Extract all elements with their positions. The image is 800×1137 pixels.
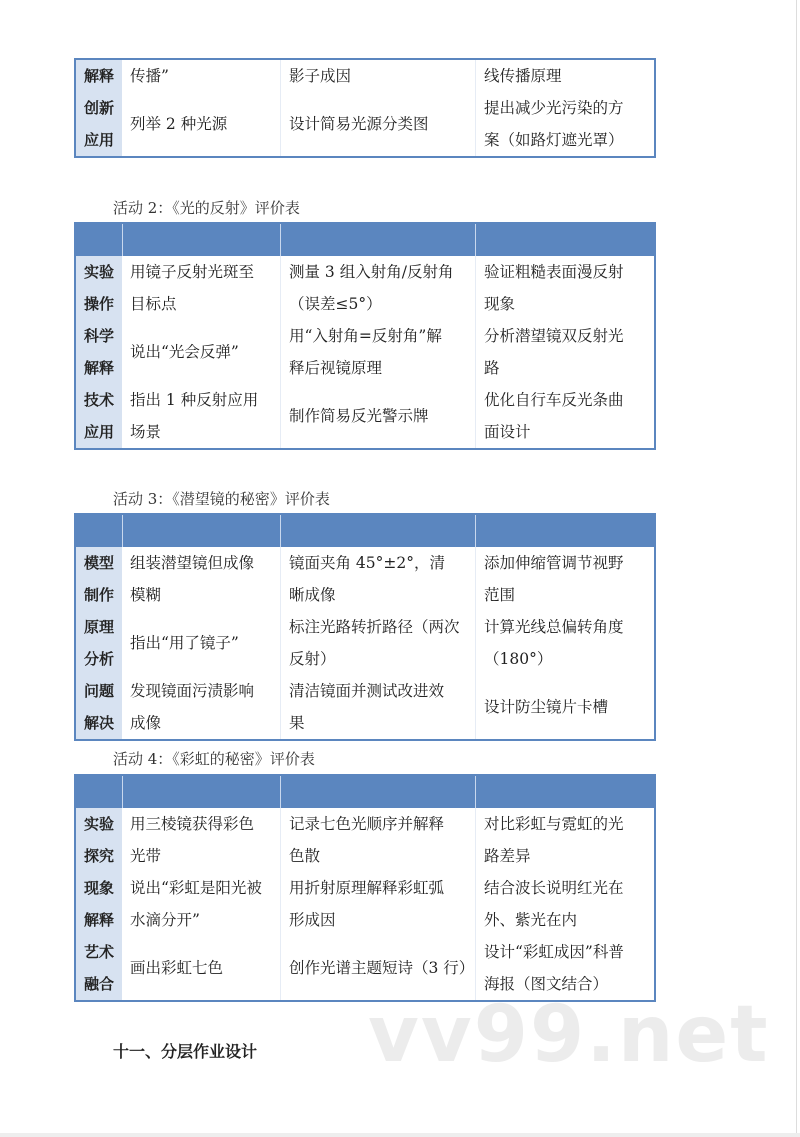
activity2-eval-table bbox=[74, 222, 656, 450]
basic-level-cell: 说出“彩虹是阳光被 水滴分开” bbox=[130, 879, 262, 929]
basic-level-cell: 列举 2 种光源 bbox=[130, 115, 228, 133]
basic-level-cell: 说出“光会反弹” bbox=[130, 343, 239, 361]
basic-level-cell: 发现镜面污渍影响 成像 bbox=[130, 682, 255, 732]
row-label: 模型 制作 bbox=[75, 547, 122, 611]
table-row bbox=[75, 320, 655, 384]
table-row bbox=[75, 675, 655, 740]
table-row bbox=[75, 872, 655, 936]
basic-level-cell: 指出“用了镜子” bbox=[130, 634, 239, 652]
row-label: 问题 解决 bbox=[75, 675, 122, 740]
row-label: 现象 解释 bbox=[75, 872, 122, 936]
table-row bbox=[75, 92, 655, 157]
intermediate-level-cell: 设计简易光源分类图 bbox=[281, 92, 476, 157]
advanced-level-cell: 提出减少光污染的方 案（如路灯遮光罩） bbox=[476, 92, 656, 157]
activity2-caption: 活动 2：《光的反射》评价表 bbox=[113, 199, 300, 217]
intermediate-level-cell: 用“入射角=反射角”解 释后视镜原理 bbox=[281, 320, 476, 384]
table-header-row bbox=[75, 775, 655, 808]
activity4-caption: 活动 4：《彩虹的秘密》评价表 bbox=[113, 750, 315, 768]
activity3-eval-table bbox=[74, 513, 656, 741]
activity4-eval-table bbox=[74, 774, 656, 1002]
intermediate-level-cell: 制作简易反光警示牌 bbox=[281, 384, 476, 449]
activity1-eval-table-continued bbox=[74, 58, 656, 158]
advanced-level-cell: 对比彩虹与霓虹的光 路差异 bbox=[476, 808, 656, 872]
activity3-caption: 活动 3：《潜望镜的秘密》评价表 bbox=[113, 490, 330, 508]
site-watermark: vv99.net bbox=[368, 990, 770, 1080]
basic-level-cell: 指出 1 种反射应用 场景 bbox=[130, 391, 259, 441]
table-row bbox=[75, 611, 655, 675]
basic-level-cell: 用三棱镜获得彩色 光带 bbox=[130, 815, 255, 865]
table-row bbox=[75, 384, 655, 449]
row-label: 实验 操作 bbox=[75, 256, 122, 320]
row-label: 实验 探究 bbox=[75, 808, 122, 872]
table-header-row bbox=[75, 223, 655, 256]
basic-level-cell: 用镜子反射光斑至 目标点 bbox=[130, 263, 255, 313]
row-label: 原理 分析 bbox=[75, 611, 122, 675]
advanced-level-cell: 设计防尘镜片卡槽 bbox=[476, 675, 656, 740]
intermediate-level-cell: 记录七色光顺序并解释 色散 bbox=[281, 808, 476, 872]
row-label: 艺术 融合 bbox=[75, 936, 122, 1001]
advanced-level-cell: 优化自行车反光条曲 面设计 bbox=[476, 384, 656, 449]
intermediate-level-cell: 创作光谱主题短诗（3 行） bbox=[281, 936, 476, 1001]
intermediate-level-cell: 镜面夹角 45°±2°，清 晰成像 bbox=[281, 547, 476, 611]
row-label: 解释 bbox=[75, 59, 122, 92]
table-row bbox=[75, 547, 655, 611]
intermediate-level-cell: 用折射原理解释彩虹弧 形成因 bbox=[281, 872, 476, 936]
advanced-level-cell: 分析潜望镜双反射光 路 bbox=[476, 320, 656, 384]
row-label: 创新 应用 bbox=[75, 92, 122, 157]
table-header-row bbox=[75, 514, 655, 547]
section-heading: 十一、分层作业设计 bbox=[113, 1042, 258, 1061]
advanced-level-cell: 添加伸缩管调节视野 范围 bbox=[476, 547, 656, 611]
advanced-level-cell: 结合波长说明红光在 外、紫光在内 bbox=[476, 872, 656, 936]
table-row bbox=[75, 256, 655, 320]
page-bottom-edge bbox=[0, 1133, 800, 1137]
basic-level-cell: 传播” bbox=[130, 67, 169, 85]
row-label: 技术 应用 bbox=[75, 384, 122, 449]
basic-level-cell: 画出彩虹七色 bbox=[130, 959, 224, 977]
intermediate-level-cell: 测量 3 组入射角/反射角 （误差≤5°） bbox=[281, 256, 476, 320]
advanced-level-cell: 计算光线总偏转角度 （180°） bbox=[476, 611, 656, 675]
intermediate-level-cell: 清洁镜面并测试改进效 果 bbox=[281, 675, 476, 740]
advanced-level-cell: 线传播原理 bbox=[476, 59, 656, 92]
row-label: 科学 解释 bbox=[75, 320, 122, 384]
table-row bbox=[75, 808, 655, 872]
advanced-level-cell: 设计“彩虹成因”科普 海报（图文结合） bbox=[476, 936, 656, 1001]
intermediate-level-cell: 标注光路转折路径（两次 反射） bbox=[281, 611, 476, 675]
advanced-level-cell: 验证粗糙表面漫反射 现象 bbox=[476, 256, 656, 320]
basic-level-cell: 组装潜望镜但成像 模糊 bbox=[130, 554, 255, 604]
table-row bbox=[75, 59, 655, 92]
intermediate-level-cell: 影子成因 bbox=[281, 59, 476, 92]
